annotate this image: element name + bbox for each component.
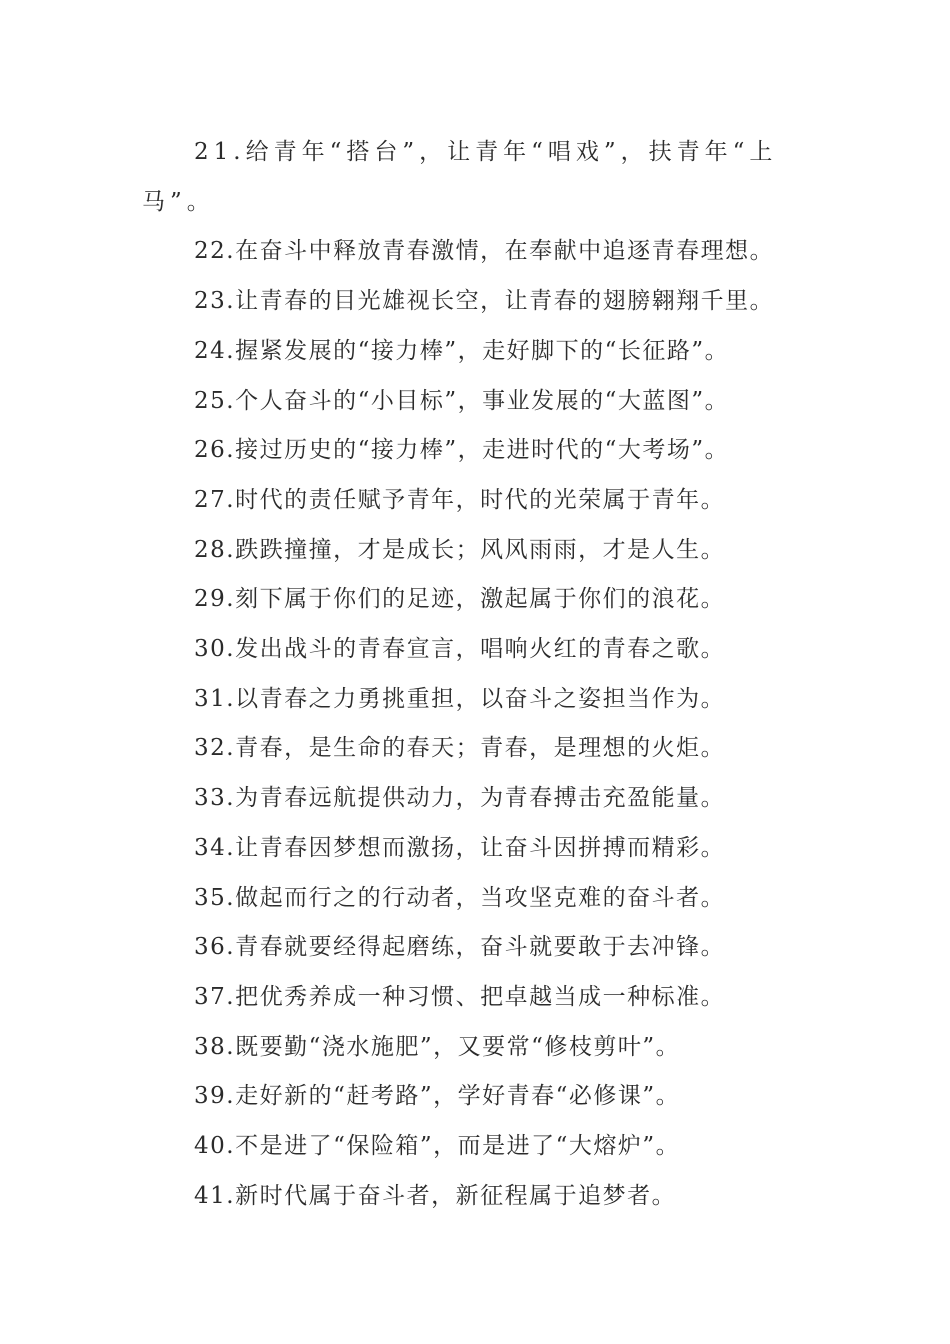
- list-item: 36.青春就要经得起磨练，奋斗就要敢于去冲锋。: [194, 934, 726, 961]
- list-item: 31.以青春之力勇挑重担，以奋斗之姿担当作为。: [194, 685, 726, 712]
- list-item: 27.时代的责任赋予青年，时代的光荣属于青年。: [194, 486, 726, 513]
- list-item: 34.让青春因梦想而激扬，让奋斗因拼搏而精彩。: [194, 834, 726, 861]
- list-item: 29.刻下属于你们的足迹，激起属于你们的浪花。: [194, 586, 726, 613]
- list-item: 22.在奋斗中释放青春激情，在奉献中追逐青春理想。: [194, 238, 775, 265]
- list-item: 39.走好新的“赶考路”，学好青春“必修课”。: [194, 1083, 681, 1110]
- list-item: 25.个人奋斗的“小目标”，事业发展的“大蓝图”。: [194, 387, 730, 414]
- list-item: 37.把优秀养成一种习惯、把卓越当成一种标准。: [194, 983, 726, 1010]
- list-item: 30.发出战斗的青春宣言，唱响火红的青春之歌。: [194, 636, 726, 663]
- list-item: 32.青春，是生命的春天；青春，是理想的火炬。: [194, 735, 726, 762]
- list-item: 24.握紧发展的“接力棒”，走好脚下的“长征路”。: [194, 337, 730, 364]
- list-item: 33.为青春远航提供动力，为青春搏击充盈能量。: [194, 785, 726, 812]
- list-item: 23.让青春的目光雄视长空，让青春的翅膀翱翔千里。: [194, 288, 775, 315]
- list-item: 28.跌跌撞撞，才是成长；风风雨雨，才是人生。: [194, 536, 726, 563]
- document-body: [142, 128, 810, 1221]
- list-item: 41.新时代属于奋斗者，新征程属于追梦者。: [194, 1182, 677, 1209]
- list-item: 40.不是进了“保险箱”，而是进了“大熔炉”。: [194, 1133, 681, 1160]
- list-item: 26.接过历史的“接力棒”，走进时代的“大考场”。: [194, 437, 730, 464]
- list-item: 21.给青年“搭台”，让青年“唱戏”，扶青年“上马”。: [142, 139, 778, 215]
- list-item: 35.做起而行之的行动者，当攻坚克难的奋斗者。: [194, 884, 726, 911]
- list-item: 38.既要勤“浇水施肥”，又要常“修枝剪叶”。: [194, 1033, 681, 1060]
